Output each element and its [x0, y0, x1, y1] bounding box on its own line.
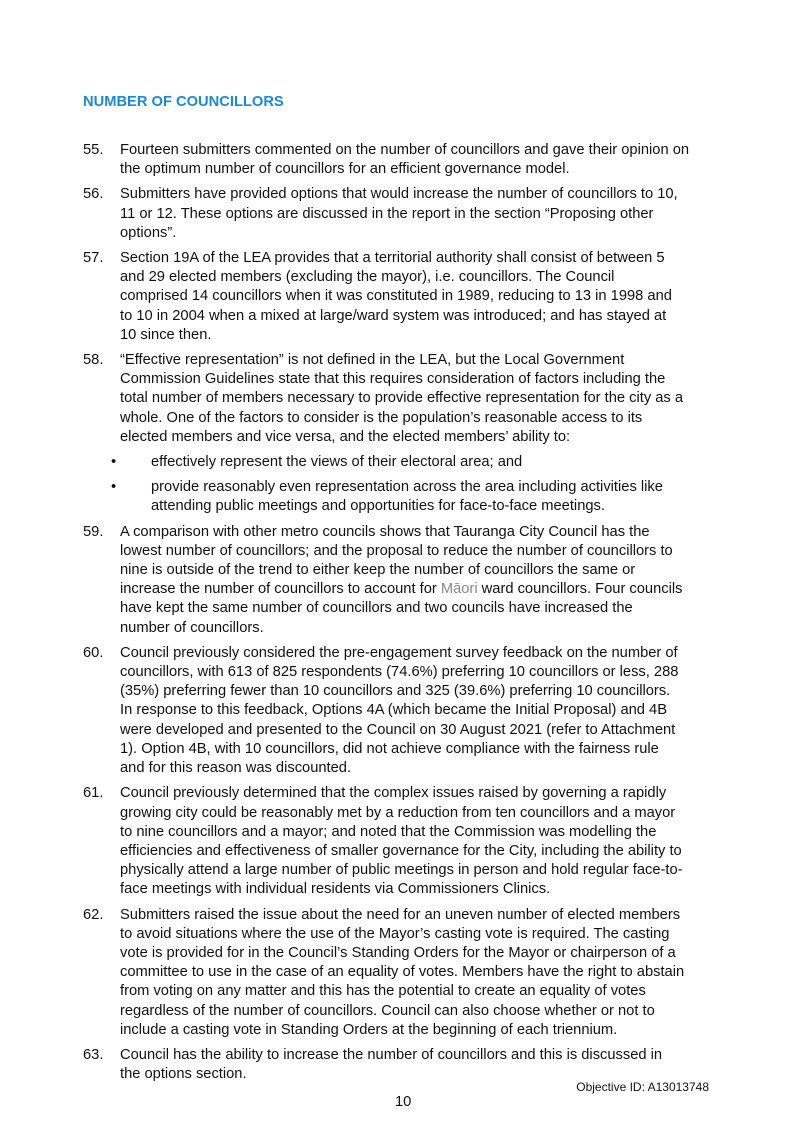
text-line: include a casting vote in Standing Orders at the beginning of each triennium. — [120, 1021, 618, 1038]
bullet-item — [83, 453, 743, 472]
maori-word: Māori — [440, 581, 478, 598]
paragraph-56 — [83, 185, 743, 243]
text-line: Submitters raised the issue about the need for an uneven number of elected members — [120, 906, 681, 923]
bullet-item — [83, 478, 743, 516]
paragraph-number: 63. — [83, 1046, 104, 1063]
text-line: from voting on any matter and this has the potential to create an equality of votes — [120, 983, 646, 1000]
text-line: committee to use in the case of an equality of votes. Members have the right to abstain — [120, 964, 685, 981]
text-line: (35%) preferring fewer than 10 councillors and 325 (39.6%) preferring 10 councillors. — [120, 683, 671, 700]
paragraph-55 — [83, 141, 743, 179]
text-line: face meetings with individual residents via Commissioners Clinics. — [120, 881, 551, 898]
text-line: regardless of the number of councillors. Council can also choose whether or not to — [120, 1002, 655, 1019]
text-line: the options section. — [120, 1066, 247, 1083]
text-line: growing city could be reasonably met by a reduction from ten councillors and a mayor — [120, 804, 676, 821]
page-number: 10 — [395, 1094, 412, 1110]
paragraph-57 — [83, 249, 743, 345]
paragraph-number: 60. — [83, 644, 104, 661]
paragraph-58 — [83, 351, 743, 517]
paragraph-63 — [83, 1046, 743, 1084]
text-line: and for this reason was discounted. — [120, 760, 352, 777]
section-heading: NUMBER OF COUNCILLORS — [83, 94, 284, 110]
text-segment: ward councillors. Four councils — [477, 581, 683, 598]
text-line: to avoid situations where the use of the Mayor’s casting vote is required. The casting — [120, 925, 670, 942]
text-line: to nine councillors and a mayor; and noted that the Commission was modelling the — [120, 823, 657, 840]
text-line: options”. — [120, 224, 177, 241]
text-line: were developed and presented to the Council on 30 August 2021 (refer to Attachment — [120, 721, 676, 738]
text-line: efficiencies and effectiveness of smaller governance for the City, including the ability to — [120, 842, 682, 859]
objective-id: Objective ID: A13013748 — [576, 1080, 709, 1094]
text-line: number of councillors. — [120, 619, 264, 636]
text-line: elected members and vice versa, and the elected members’ ability to: — [120, 428, 571, 445]
document-body — [83, 141, 743, 1090]
text-line: Council has the ability to increase the number of councillors and this is discussed in — [120, 1046, 663, 1063]
text-line: have kept the same number of councillors and two councils have increased the — [120, 600, 633, 617]
text-line: 11 or 12. These options are discussed in the report in the section “Proposing other — [120, 205, 654, 222]
text-line: “Effective representation” is not defined in the LEA, but the Local Government — [120, 352, 625, 369]
bullet-icon: • — [111, 454, 117, 471]
paragraph-59 — [83, 523, 743, 638]
text-line: Council previously determined that the complex issues raised by governing a rapidly — [120, 785, 667, 802]
text-line: Commission Guidelines state that this requires consideration of factors including the — [120, 371, 666, 388]
paragraph-number: 61. — [83, 785, 104, 802]
text-line: councillors, with 613 of 825 respondents (74.6%) preferring 10 councillors or less, 288 — [120, 664, 679, 681]
text-line: lowest number of councillors; and the proposal to reduce the number of councillors to — [120, 542, 673, 559]
text-line: the optimum number of councillors for an efficient governance model. — [120, 161, 570, 178]
text-line: vote is provided for in the Council’s Standing Orders for the Mayor or chairperson of a — [120, 944, 676, 961]
paragraph-60 — [83, 644, 743, 778]
text-line: Submitters have provided options that would increase the number of councillors to 10, — [120, 186, 678, 203]
text-line: total number of members necessary to provide effective representation for the city as a — [120, 390, 684, 407]
text-line: and 29 elected members (excluding the mayor), i.e. councillors. The Council — [120, 269, 615, 286]
text-line: comprised 14 councillors when it was constituted in 1989, reducing to 13 in 1998 and — [120, 288, 672, 305]
text-line: 1). Option 4B, with 10 councillors, did not achieve compliance with the fairness rule — [120, 740, 659, 757]
text-line: In response to this feedback, Options 4A (which became the Initial Proposal) and 4B — [120, 702, 668, 719]
text-line — [120, 580, 743, 599]
paragraph-number: 58. — [83, 352, 104, 369]
paragraph-number: 55. — [83, 142, 104, 158]
text-line: attending public meetings and opportunities for face-to-face meetings. — [151, 498, 605, 515]
text-line: nine is outside of the trend to either keep the number of councillors the same or — [120, 562, 636, 579]
paragraph-number: 56. — [83, 186, 104, 203]
text-line: provide reasonably even representation across the area including activities like — [151, 479, 663, 496]
text-line: physically attend a large number of public meetings in person and hold regular face-to- — [120, 862, 683, 879]
text-line: A comparison with other metro councils shows that Tauranga City Council has the — [120, 523, 650, 540]
text-line: 10 since then. — [120, 326, 212, 343]
text-line: whole. One of the factors to consider is the population’s reasonable access to its — [120, 409, 643, 426]
paragraph-number: 62. — [83, 906, 104, 923]
bullet-list — [111, 453, 743, 517]
paragraph-number: 57. — [83, 250, 104, 267]
bullet-icon: • — [111, 479, 117, 496]
text-line: effectively represent the views of their electoral area; and — [151, 454, 523, 471]
paragraph-number: 59. — [83, 523, 104, 540]
paragraph-61 — [83, 784, 743, 899]
text-line: to 10 in 2004 when a mixed at large/ward system was introduced; and has stayed at — [120, 307, 667, 324]
text-line: Fourteen submitters commented on the number of councillors and gave their opinion on — [120, 142, 690, 158]
text-segment: increase the number of councillors to account for — [120, 581, 441, 598]
text-line: Section 19A of the LEA provides that a territorial authority shall consist of between 5 — [120, 250, 665, 267]
paragraph-62 — [83, 906, 743, 1040]
text-line: Council previously considered the pre-engagement survey feedback on the number of — [120, 644, 678, 661]
